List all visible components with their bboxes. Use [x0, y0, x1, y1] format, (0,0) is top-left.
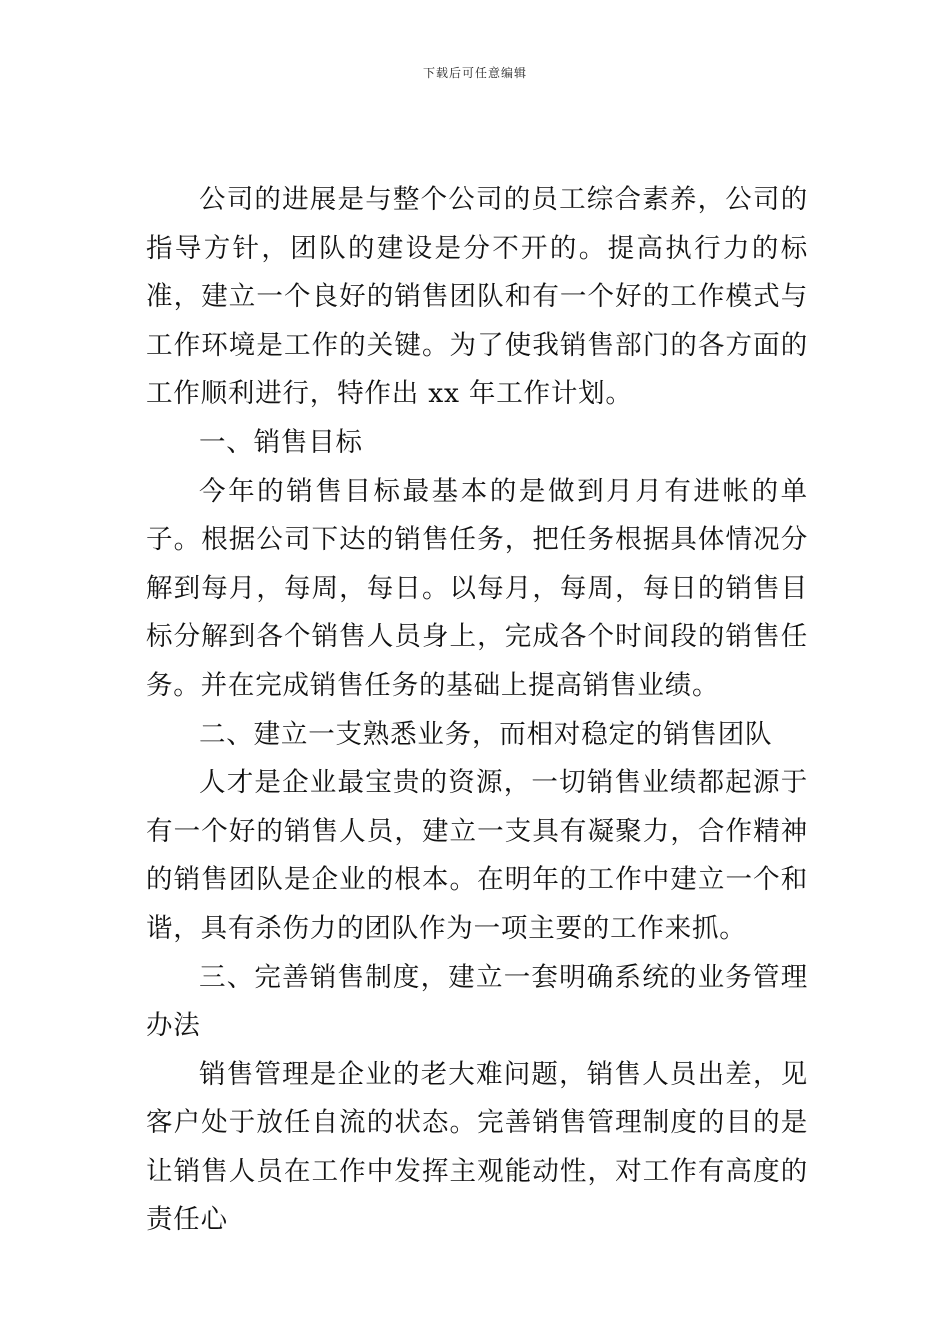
- paragraph-intro: 公司的进展是与整个公司的员工综合素养，公司的指导方针，团队的建设是分不开的。提高执行力的标准，建立一个良好的销售团队和有一个好的工作模式与工作环境是工作的关键。为了使我销售部门的各方面的工作顺利进行，特作出 xx 年工作计划。: [146, 184, 808, 410]
- document-body: [146, 176, 808, 1245]
- heading-sales-team: 二、建立一支熟悉业务，而相对稳定的销售团队: [199, 718, 773, 750]
- paragraph-sales-team: 人才是企业最宝贵的资源，一切销售业绩都起源于有一个好的销售人员，建立一支具有凝聚力，合作精神的销售团队是企业的根本。在明年的工作中建立一个和谐，具有杀伤力的团队作为一项主要的工作来抓。: [146, 767, 808, 944]
- paragraph-sales-system: 销售管理是企业的老大难问题，销售人员出差，见客户处于放任自流的状态。完善销售管理制度的目的是让销售人员在工作中发挥主观能动性，对工作有高度的责任心: [146, 1058, 808, 1236]
- paragraph-sales-target: 今年的销售目标最基本的是做到月月有进帐的单子。根据公司下达的销售任务，把任务根据具体情况分解到每月，每周，每日。以每月，每周，每日的销售目标分解到各个销售人员身上，完成各个时间段的销售任务。并在完成销售任务的基础上提高销售业绩。: [146, 475, 808, 701]
- heading-sales-target: 一、销售目标: [199, 426, 363, 458]
- header-note: 下载后可任意编辑: [422, 66, 527, 80]
- heading-sales-system: 三、完善销售制度，建立一套明确系统的业务管理办法: [146, 961, 808, 1042]
